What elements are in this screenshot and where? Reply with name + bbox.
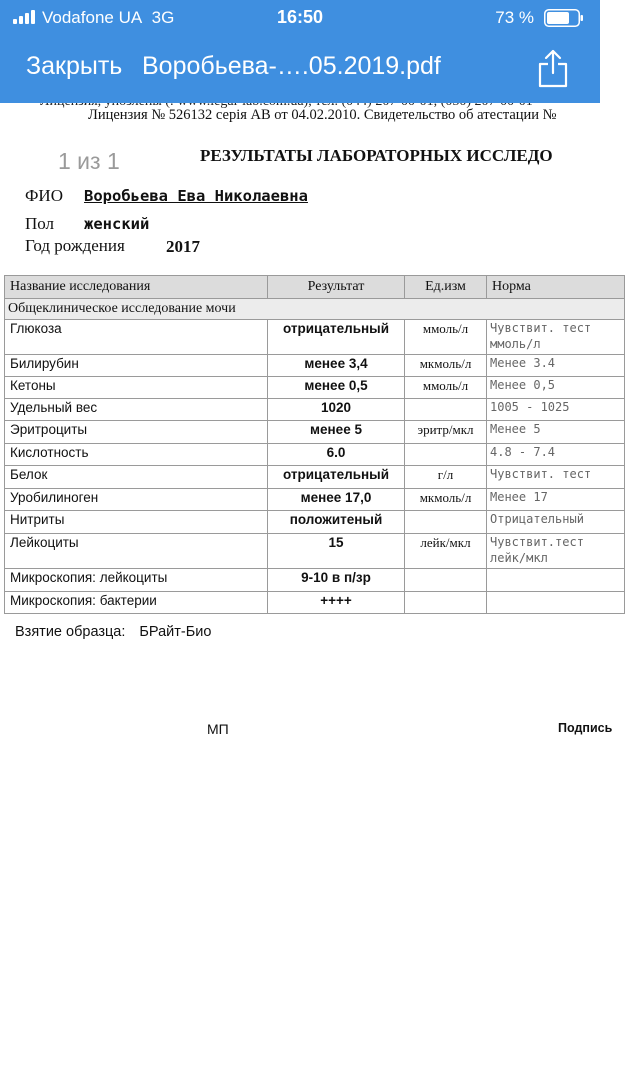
test-norm: Менее 17: [487, 489, 625, 511]
test-result: ++++: [268, 592, 405, 614]
birth-year-value: 2017: [166, 237, 200, 256]
test-unit: лейк/мкл: [405, 534, 487, 569]
battery-percent: 73 %: [495, 8, 534, 27]
sex-value: женский: [84, 215, 150, 233]
table-row: [5, 399, 625, 421]
table-row: [5, 569, 625, 592]
test-norm: [487, 569, 625, 592]
document-title: Воробьева-….05.2019.pdf: [142, 52, 441, 80]
test-unit: [405, 511, 487, 534]
header-result: Результат: [268, 276, 405, 299]
sample-label: Взятие образца:: [15, 624, 126, 640]
license-line: Лицензия № 526132 серія АВ от 04.02.2010. Свидетельство об атестации №: [88, 107, 557, 123]
table-row: [5, 377, 625, 399]
battery-icon: [544, 9, 584, 27]
status-bar: [0, 0, 600, 36]
test-result: 15: [268, 534, 405, 569]
birth-year-label: Год рождения: [25, 236, 125, 255]
test-norm: Менее 3.4: [487, 355, 625, 377]
test-result: 6.0: [268, 444, 405, 466]
results-table: [4, 275, 625, 614]
carrier-label: Vodafone UA 3G: [42, 8, 175, 27]
table-row: [5, 489, 625, 511]
report-title: РЕЗУЛЬТАТЫ ЛАБОРАТОРНЫХ ИССЛЕДО: [200, 146, 553, 165]
sample-info: [15, 624, 225, 640]
test-name: Эритроциты: [5, 421, 268, 444]
status-time: 16:50: [276, 7, 324, 27]
test-result: 1020: [268, 399, 405, 421]
table-row: [5, 320, 625, 355]
navigation-bar: [0, 36, 600, 103]
sample-value: БРайт-Био: [139, 624, 212, 640]
test-result: менее 0,5: [268, 377, 405, 399]
stamp-label: МП: [207, 721, 229, 737]
test-unit: ммоль/л: [405, 377, 487, 399]
test-name: Удельный вес: [5, 399, 268, 421]
signature-label: Подпись: [558, 721, 613, 735]
test-unit: эритр/мкл: [405, 421, 487, 444]
test-result: отрицательный: [268, 320, 405, 355]
test-norm: Чувствит. тест ммоль/л: [487, 320, 625, 355]
test-norm: Отрицательный: [487, 511, 625, 534]
table-row: [5, 444, 625, 466]
test-unit: г/л: [405, 466, 487, 489]
test-unit: [405, 399, 487, 421]
header-unit: Ед.изм: [405, 276, 487, 299]
test-norm: 1005 - 1025: [487, 399, 625, 421]
test-name: Глюкоза: [5, 320, 268, 355]
table-row: [5, 355, 625, 377]
test-result: отрицательный: [268, 466, 405, 489]
test-unit: [405, 592, 487, 614]
table-row: [5, 534, 625, 569]
table-header-row: [5, 276, 625, 299]
test-name: Нитриты: [5, 511, 268, 534]
test-norm: Чувствит.тест лейк/мкл: [487, 534, 625, 569]
test-unit: мкмоль/л: [405, 355, 487, 377]
test-norm: Менее 5: [487, 421, 625, 444]
section-row: [5, 299, 625, 320]
sex-label: Пол: [25, 214, 55, 233]
pdf-page[interactable]: [0, 103, 613, 1065]
test-unit: ммоль/л: [405, 320, 487, 355]
test-unit: мкмоль/л: [405, 489, 487, 511]
fio-label: ФИО: [25, 186, 63, 205]
table-row: [5, 592, 625, 614]
test-unit: [405, 569, 487, 592]
test-name: Уробилиноген: [5, 489, 268, 511]
test-name: Кислотность: [5, 444, 268, 466]
close-button[interactable]: Закрыть: [26, 52, 123, 80]
test-norm: Чувствит. тест: [487, 466, 625, 489]
page-indicator: 1 из 1: [58, 148, 120, 174]
section-title: Общеклиническое исследование мочи: [5, 299, 625, 320]
top-bar: [0, 0, 600, 103]
table-row: [5, 511, 625, 534]
test-unit: [405, 444, 487, 466]
header-norm: Норма: [487, 276, 625, 299]
test-name: Белок: [5, 466, 268, 489]
test-name: Микроскопия: бактерии: [5, 592, 268, 614]
test-result: менее 17,0: [268, 489, 405, 511]
table-row: [5, 421, 625, 444]
header-name: Название исследования: [5, 276, 268, 299]
test-result: менее 3,4: [268, 355, 405, 377]
test-result: положитеный: [268, 511, 405, 534]
test-result: менее 5: [268, 421, 405, 444]
test-norm: Менее 0,5: [487, 377, 625, 399]
table-row: [5, 466, 625, 489]
test-name: Билирубин: [5, 355, 268, 377]
fio-value: Воробьева Ева Николаевна: [84, 187, 308, 205]
test-norm: 4.8 - 7.4: [487, 444, 625, 466]
test-name: Микроскопия: лейкоциты: [5, 569, 268, 592]
share-icon[interactable]: [536, 48, 570, 88]
test-result: 9-10 в п/зр: [268, 569, 405, 592]
test-name: Лейкоциты: [5, 534, 268, 569]
test-norm: [487, 592, 625, 614]
test-name: Кетоны: [5, 377, 268, 399]
network-type: 3G: [151, 8, 175, 27]
